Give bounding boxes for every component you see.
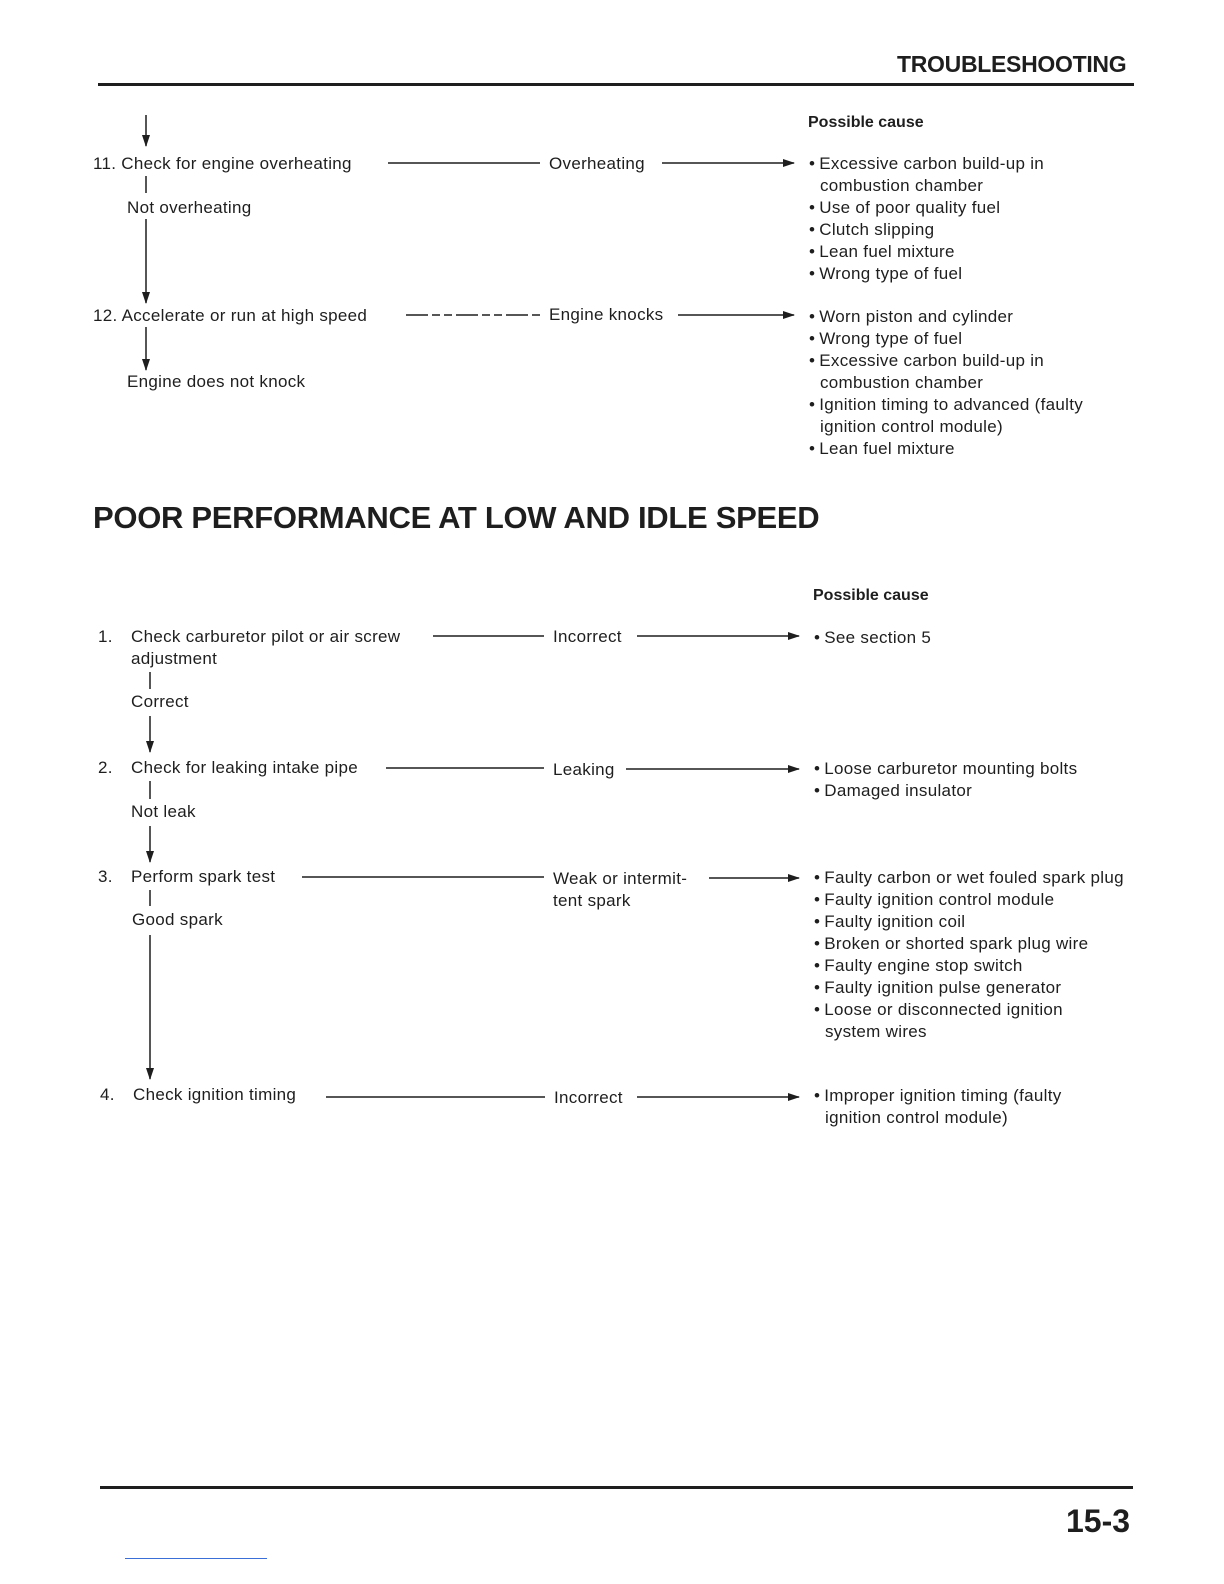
step-2-label: Check for leaking intake pipe <box>131 758 358 777</box>
step-12-ok: Engine does not knock <box>127 372 306 391</box>
footer-rule <box>100 1486 1133 1489</box>
cause-item: • Damaged insulator <box>814 780 1134 802</box>
cause-item: • Faulty carbon or wet fouled spark plug <box>814 867 1125 889</box>
cause-item: • Excessive carbon build-up in combustion chamber <box>809 350 1082 394</box>
cause-item: • Faulty ignition coil <box>814 911 1134 933</box>
cause-item: • Clutch slipping <box>809 219 1109 241</box>
step-1-ok: Correct <box>131 692 189 711</box>
step-4-number: 4. <box>100 1085 115 1104</box>
step-4-result: Incorrect <box>554 1088 623 1107</box>
step-11-causes <box>809 153 1109 285</box>
cause-item: • Faulty ignition control module <box>814 889 1134 911</box>
step-1-result: Incorrect <box>553 627 622 646</box>
step-12-result: Engine knocks <box>549 305 664 324</box>
step-11-ok: Not overheating <box>127 198 252 217</box>
cause-item: • See section 5 <box>814 627 1114 649</box>
step-2-causes <box>814 758 1134 802</box>
step-4-label: Check ignition timing <box>133 1085 297 1104</box>
cause-item: • Broken or shorted spark plug wire <box>814 933 1134 955</box>
cause-item: • Faulty engine stop switch <box>814 955 1134 977</box>
cause-item: • Excessive carbon build-up in combustion chamber <box>809 153 1082 197</box>
step-11-label: 11. Check for engine overheating <box>93 154 352 173</box>
step-3-result: Weak or intermit- <box>553 869 688 888</box>
section-header: TROUBLESHOOTING <box>897 51 1127 77</box>
step-12-label: 12. Accelerate or run at high speed <box>93 306 368 325</box>
step-12-causes <box>809 306 1109 460</box>
section-title: POOR PERFORMANCE AT LOW AND IDLE SPEED <box>93 500 820 535</box>
step-2-number: 2. <box>98 758 113 777</box>
step-2-ok: Not leak <box>131 802 196 821</box>
step-3-causes <box>814 867 1134 1043</box>
cause-item: • Faulty ignition pulse generator <box>814 977 1134 999</box>
cause-item: • Wrong type of fuel <box>809 263 1109 285</box>
cause-item: • Wrong type of fuel <box>809 328 1109 350</box>
step-3-number: 3. <box>98 867 113 886</box>
cause-item: • Lean fuel mixture <box>809 438 1109 460</box>
step-3-ok: Good spark <box>132 910 223 929</box>
step-2-result: Leaking <box>553 760 615 779</box>
step-1-label-cont: adjustment <box>131 649 218 668</box>
page-number: 15-3 <box>1066 1503 1131 1539</box>
step-3-result-cont: tent spark <box>553 891 631 910</box>
cause-item: • Lean fuel mixture <box>809 241 1109 263</box>
header-rule <box>98 83 1134 86</box>
step-11-result: Overheating <box>549 154 645 173</box>
possible-cause-heading: Possible cause <box>813 587 929 604</box>
step-3-label: Perform spark test <box>131 867 276 886</box>
cause-item: • Ignition timing to advanced (faulty ignition control module) <box>809 394 1088 438</box>
step-1-number: 1. <box>98 627 113 646</box>
cause-item: • Loose carburetor mounting bolts <box>814 758 1134 780</box>
step-4-causes <box>814 1085 1134 1129</box>
cause-item: • Improper ignition timing (faulty ignition control module) <box>814 1085 1107 1129</box>
underline-mark <box>125 1558 267 1559</box>
cause-item: • Loose or disconnected ignition system wires <box>814 999 1105 1043</box>
step-1-label: Check carburetor pilot or air screw <box>131 627 401 646</box>
cause-item: • Worn piston and cylinder <box>809 306 1109 328</box>
cause-item: • Use of poor quality fuel <box>809 197 1109 219</box>
step-1-causes <box>814 627 1114 649</box>
possible-cause-heading: Possible cause <box>808 114 924 131</box>
